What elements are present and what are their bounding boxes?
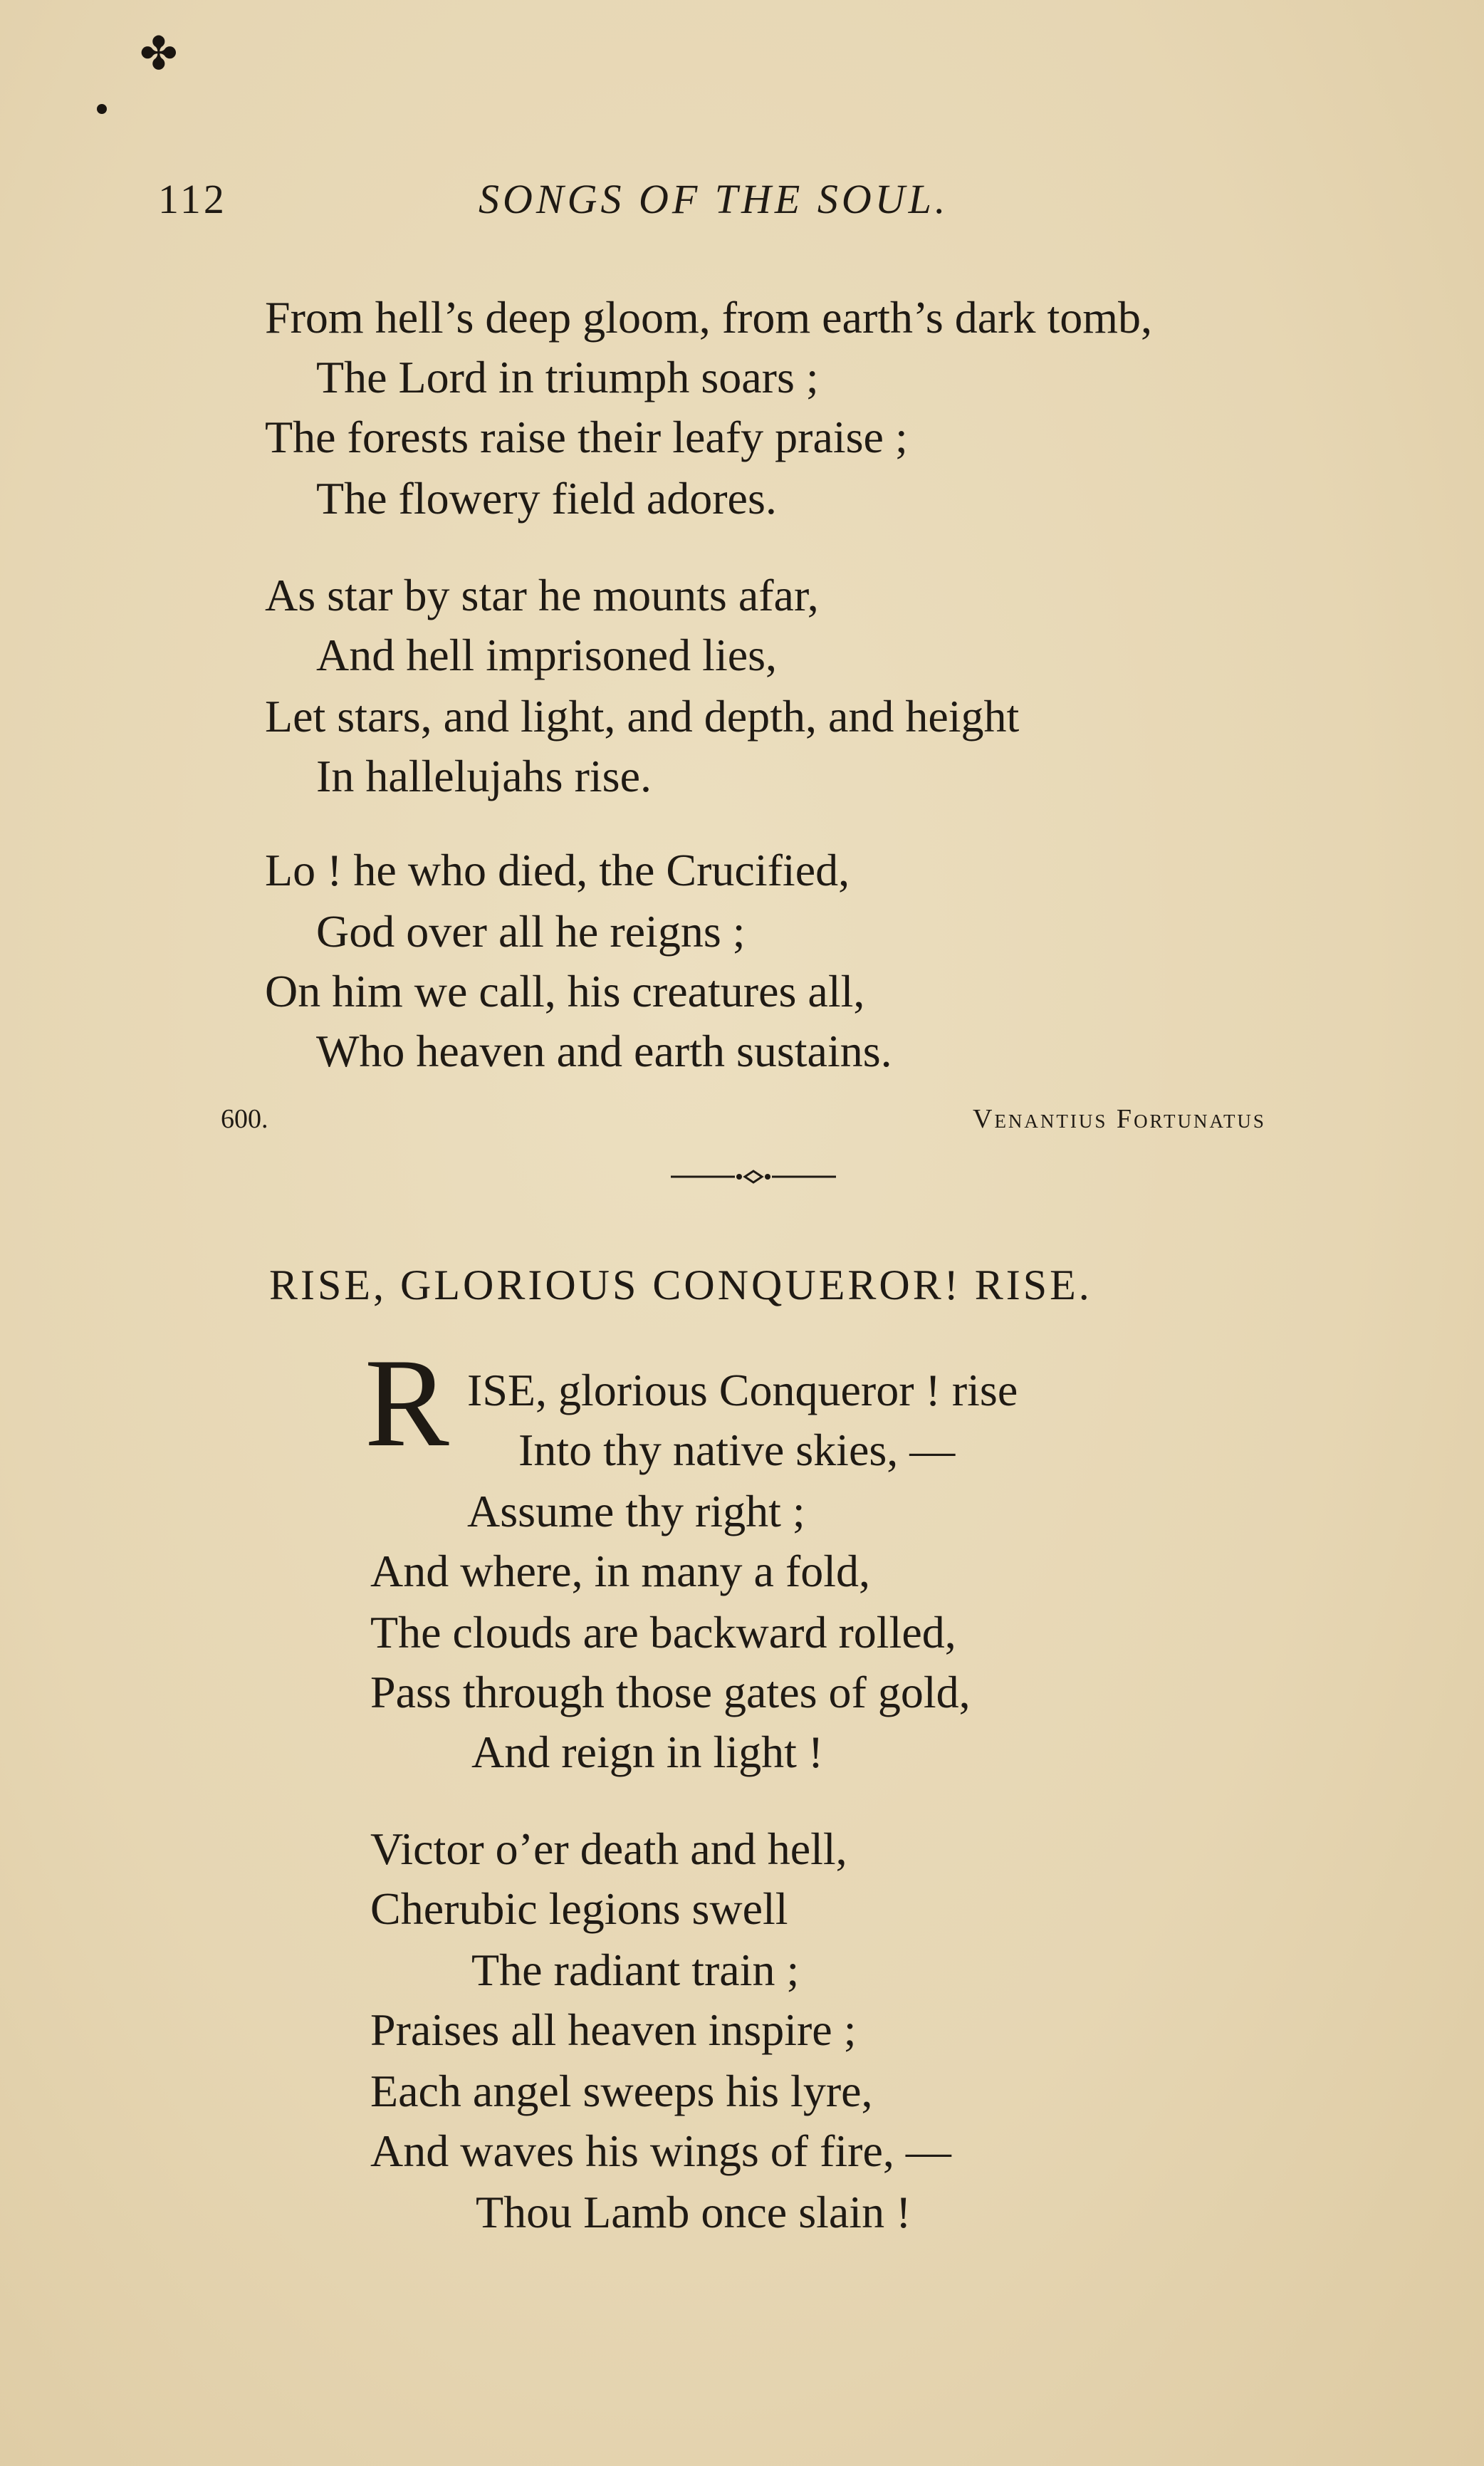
poem-line: Each angel sweeps his lyre, — [370, 2066, 873, 2116]
poem-line: On him we call, his creatures all, — [265, 966, 865, 1016]
poem-line: The radiant train ; — [471, 1945, 800, 1995]
running-title: SONGS OF THE SOUL. — [479, 176, 949, 222]
poem-line: And where, in many a fold, — [370, 1546, 871, 1596]
poem-line: Cherubic legions swell — [370, 1883, 788, 1934]
poem-line: And waves his wings of fire, — — [370, 2126, 951, 2176]
poem-line: And reign in light ! — [471, 1727, 824, 1777]
drop-cap: R — [365, 1332, 449, 1473]
attribution-author: Venantius Fortunatus — [973, 1104, 1266, 1134]
poem-line: And hell imprisoned lies, — [316, 630, 778, 680]
poem-line: God over all he reigns ; — [316, 906, 746, 957]
poem-line: The Lord in triumph soars ; — [316, 352, 819, 402]
poem-line: Assume thy right ; — [467, 1486, 805, 1536]
page-number: 112 — [158, 176, 227, 222]
poem-line: The flowery field adores. — [316, 473, 777, 524]
poem-line: Thou Lamb once slain ! — [476, 2187, 911, 2237]
attribution-date: 600. — [221, 1104, 268, 1134]
poem-line: Lo ! he who died, the Crucified, — [265, 845, 850, 895]
poem-title: RISE, GLORIOUS CONQUEROR! RISE. — [269, 1261, 1092, 1309]
poem-line: Pass through those gates of gold, — [370, 1667, 971, 1717]
poem-line: Into thy native skies, — — [518, 1425, 956, 1475]
ink-dot-icon — [97, 104, 107, 114]
poem-line: Let stars, and light, and depth, and height — [265, 691, 1020, 742]
poem-line: From hell’s deep gloom, from earth’s dark tomb, — [265, 292, 1152, 343]
poem-line: In hallelujahs rise. — [316, 751, 652, 801]
poem-line: As star by star he mounts afar, — [265, 570, 819, 620]
poem-line: Victor o’er death and hell, — [370, 1824, 847, 1874]
poem-line: Who heaven and earth sustains. — [316, 1026, 892, 1076]
fleuron-icon: ✤ — [140, 28, 178, 79]
poem-line: The clouds are backward rolled, — [370, 1607, 956, 1658]
divider-ornament-icon — [671, 1162, 836, 1191]
poem-line: Praises all heaven inspire ; — [370, 2004, 857, 2055]
poem-line: The forests raise their leafy praise ; — [265, 412, 908, 462]
poem-line: ISE, glorious Conqueror ! rise — [467, 1365, 1018, 1415]
